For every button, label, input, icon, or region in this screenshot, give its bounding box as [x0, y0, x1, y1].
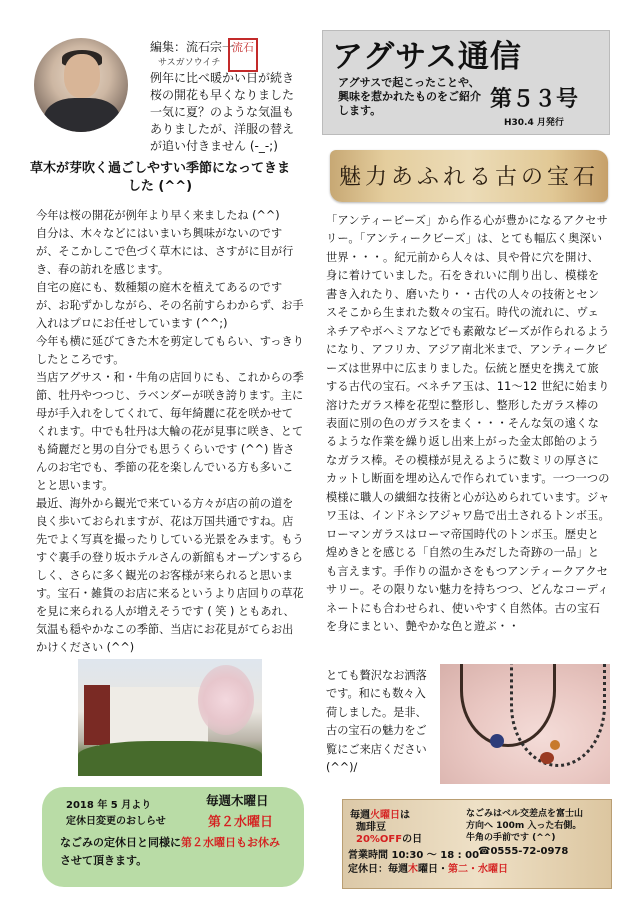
editor-name: 編集：流石宗一	[150, 40, 235, 54]
coffee-day-a: 毎週	[350, 810, 370, 821]
location-line-2: 方向へ 100m 入った右側。	[466, 821, 582, 831]
closed-b: 木	[408, 864, 418, 875]
phone-number: ☎0555-72-0978	[478, 846, 569, 857]
notice-line-1b: 第２水曜日もお休み	[181, 836, 280, 849]
left-article-title: 草木が芽吹く過ごしやすい季節になってきました (^^)	[29, 161, 290, 194]
issue-date: H30.4 月発行	[504, 118, 564, 128]
notice-line-1a: なごみの定休日と同様に	[60, 836, 181, 849]
closed-days	[348, 860, 508, 875]
closed-a: 定休日：毎週	[348, 864, 408, 875]
right-article-closing: とても贅沢なお洒落です。和にも数々入荷しました。是非、古の宝石の魅力をご覧にご来店ください (^^)/	[326, 669, 427, 775]
left-article-body	[36, 207, 304, 657]
article-banner-title: 魅力あふれる古の宝石	[338, 165, 599, 190]
notice-line-2: させて頂きます。	[60, 854, 148, 867]
location-line-3: 牛角の手前です (^^)	[466, 833, 556, 843]
notice-date: 2018 年 5 月より	[66, 800, 152, 811]
right-article-body: 「アンティービーズ」から作る心が豊かになるアクセサリー。「アンティークビーズ」は、とても幅広く奥深い世界・・・。紀元前から人々は、貝や骨に穴を開け、身に着けていました。石をきれいに削り出し、模様を書き入れたり、磨いたり・・古代の人々の技術とセンスそこから生まれた数々の宝石。時代の流れに、ヴェネチアやボヘミアなどでも素敵なビーズが作られるようになり、アフリカ、アジア南北米まで、アンティークビーズは世界中に広まりました。伝統と歴史を携えて旅する古代の宝石。ベネチア玉は、11～12 世紀に始まり溶けたガラス棒を花型に整形し、整形したガラス棒の表面に別の色のガラスをまく・・・そんな気の遠くなるような作業を繰り返し出来上がった金太郎飴のようなガラス棒。その模様が見えるように数ミリの厚さにカットし断面を埋め込んで作られています。一つ一つの模様に職人の繊細な技術と心が込められています。ジャワ玉は、インドネシアジャワ島で出土されるトンボ玉。ローマンガラスはローマ帝国時代のトンボ玉。歴史と煌めきとを感じる「自然の生みだした奇跡の一品」とも言えます。手作りの温かさをもつアンティークアクセサリー。その限りない魅力を持ちつつ、どんなコーディネートにも合わせられ、使いやすく自然体。古の宝石を身にまとい、艶やかな色と遊ぶ・・	[326, 214, 610, 633]
discount-percent: 20%OFF	[356, 834, 403, 845]
discount-line	[356, 830, 422, 845]
intro-text: 例年に比べ暖かい日が続き桜の開花も早くなりました一気に夏？のような気温もありましたが、洋服の替えが追い付きません (-_-;)	[150, 71, 295, 153]
coffee-day-c: は	[400, 810, 410, 821]
editor-kana: サスガソウイチ	[158, 58, 221, 68]
shop-front-photo	[78, 659, 262, 776]
left-article-text: 今年は桜の開花が例年より早く来ましたね (^^) 自分は、木々などにはいまいち興味がないのですが、そこかしこで色づく草木には、さすがに目が行き、春の訪れを感じます。 自宅の庭にも、数種類の庭木を植えてあるのですが、お恥ずかしながら、その名前すらわからず、お手入れはプロにお任せしています (^^;) 今年も横に延びてきた木を剪定してもらい、すっきりしたところです。 当店アグサス・和・牛角の店回りにも、これからの季節、牡丹やつつじ、ラベンダーが咲き誇ります。主に母が手入れをしてくれて、毎年綺麗に花を咲かせてくれます。中でも牡丹は大輪の花が見事に咲き、とても綺麗だと男の自分でも思うくらいです (^^) 皆さんのお宅でも、季節の花を楽しんでいる方も多いことと思います。 最近、海外から観光で来ている方々が店の前の道を良く歩いておられますが、花は万国共通ですね。店先でよく写真を撮ったりしている光景をみます。もうすぐ裏手の登り坂ホテルさんの新館もオープンするらしく、さらに多く観光のお客様が来られると思います。宝石・雑貨のお店に来るというより店回りの草花を見に来られる人が増えそうです ( 笑 ) ともあれ、気温も穏やかなこの季節、当店にお花見がてらお出かけください (^^)	[36, 209, 304, 654]
issue-number: 第５３号	[490, 87, 579, 112]
discount-day: の日	[402, 834, 423, 845]
seal-stamp: 流石	[228, 38, 258, 72]
masthead-description: アグサスで起こったことや、興味を惹かれたものをご紹介します。	[338, 76, 481, 117]
masthead-title: アグサス通信	[332, 39, 522, 75]
editor-photo	[34, 38, 128, 132]
notice-weekly-day: 毎週木曜日	[206, 793, 269, 808]
coffee-beans: 珈琲豆	[356, 822, 386, 833]
coffee-day-b: 火曜日	[370, 810, 400, 821]
notice-second-day: 第２水曜日	[208, 815, 274, 830]
closed-c: 曜日・	[418, 864, 448, 875]
closed-d: 第二・水曜日	[448, 864, 508, 875]
notice-heading: 定休日変更のおしらせ	[66, 816, 166, 827]
business-hours: 営業時間 10:30 ～ 18 : 00	[348, 850, 480, 861]
necklace-photo	[440, 664, 610, 784]
location-line-1: なごみはベル交差点を富士山	[466, 809, 584, 819]
notice-line-1	[60, 834, 280, 850]
